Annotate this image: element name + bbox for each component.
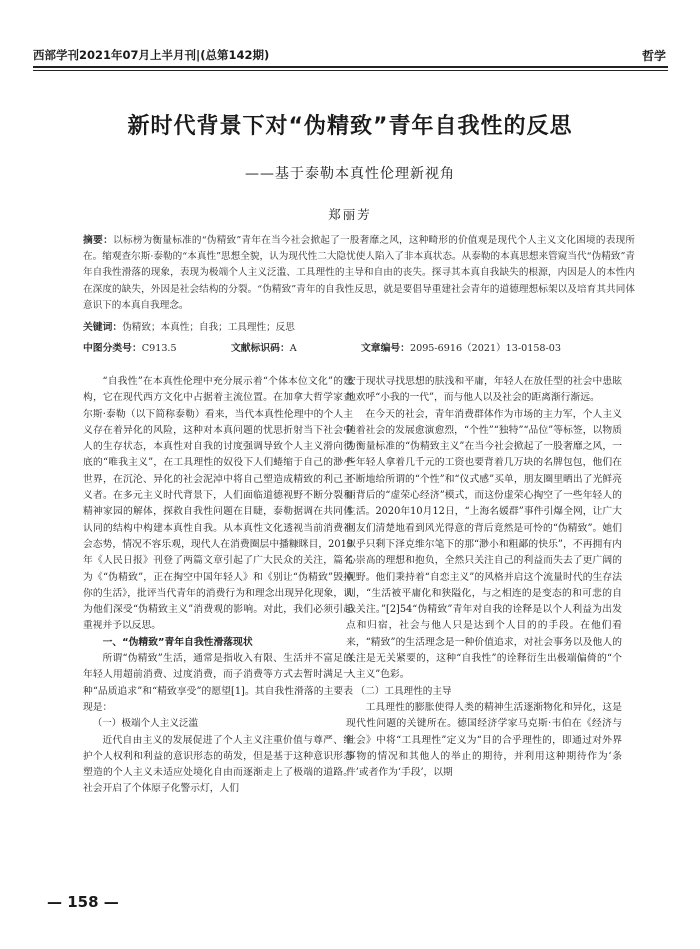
subsection-heading: （一）极端个人主义泛滥: [92, 718, 199, 730]
section-heading: 一、“伪精致”青年自我性滑落现状: [102, 636, 253, 648]
classification-line: [83, 341, 635, 357]
abstract-text: 以标榜为衡量标准的“伪精致”青年在当今社会掀起了一股奢靡之风，这种畸形的价值观是现代个人主义文化困境的表现所在。缩观查尔斯·泰勒的“本真性”思想全貌，认为现代性二大隐忧使人陷入了非本真状态。从泰勒的本真思想来管窥当代“伪精致”青年自我性滑落的现象，表现为极端个人主义泛滥、工具理性的主导和自由的丧失。探寻其本真自我缺失的根源，内因是人的本性内在深度的缺失，外因是社会结构的分裂。“伪精致”青年的自我性反思，就是要倡导重建社会青年的道德理想标架以及培育其共同体意识下的本真自我理念。: [83, 235, 635, 311]
paragraph: 近代自由主义的发展促进了个人主义注重价值与尊严、维护个人权利和利益的意识形态的萌发，但是基于这种意识形态塑造的个人主义未适应处境化自由而逐渐走上了极端的道路。社会开启了个体原子化警示灯，人们: [83, 734, 353, 795]
header-rule-thin: [33, 70, 668, 71]
page-number: — 158 —: [47, 893, 119, 911]
body-column-right: [346, 374, 622, 781]
keywords-text: 伪精致；本真性；自我；工具理性；反思: [122, 322, 295, 333]
header-rule-thick: [33, 66, 668, 68]
clc-code: 中图分类号：C913.5: [83, 343, 177, 354]
article-subtitle: ——基于泰勒本真性伦理新视角: [245, 166, 455, 182]
section-label: 哲学: [641, 49, 666, 63]
running-header: [33, 44, 668, 66]
keywords: [83, 320, 635, 336]
body-column-left: [83, 374, 353, 798]
abstract: [83, 233, 635, 314]
paragraph: 安于现状寻找思想的肤浅和平庸，年轻人在放任型的社会中患眩地欢呼“小我的一代”，而与他人以及社会的距离渐行渐远。: [346, 376, 622, 404]
article-title: 新时代背景下对“伪精致”青年自我性的反思: [127, 114, 573, 139]
author-name: 郑丽芳: [328, 207, 372, 222]
paragraph: “自我性”在本真性伦理中充分展示着“个体本位文化”的建构，它在现代西方文化中占据着主流位置。在加拿大哲学家查尔斯·泰勒（以下简称泰勒）看来，当代本真性伦理中的个人主义存在着异化的风险，这种对本真问题的忧思折射当下社会中人的生存状态，本真性对自我的讨度强调导致个人主义滑向彻底的“唯我主义”，在工具理性的奴役下人们蜷缩于自己的渺小世界，在沉沦、异化的社会泥淖中将自己塑造成精致的利己主义者。在多元主义时代背景下，人们面临道德视野不断分裂和精神家园的解体，探救自我性问题在目睫，泰勒据调在共同体认同的结构中构建本真性自我。从本真性文化透视当前消费社会态势，情况不容乐观，现代人在消费圈层中播糠眯目，2019年《人民日报》刊登了两篇文章引起了广大民众的关注，篇名为《“伪精致”，正在掏空中国年轻人》和《别让“伪精致”毁掉你的生活》，批评当代青年的消费行为和理念出现异化现象，认为他们深受“伪精致主义”消费观的影响。对此，我们必须引起重视并予以反思。: [83, 376, 353, 632]
subsection-heading: （二）工具理性的主导: [355, 685, 452, 697]
abstract-label: 摘要：: [83, 235, 114, 246]
keywords-label: 关键词：: [83, 322, 123, 333]
article-number: 文章编号：2095-6916（2021）13-0158-03: [361, 343, 561, 354]
paragraph: 工具理性的膨胀使得人类的精神生活逐渐物化和异化，这是现代性问题的关键所在。德国经济学家马克斯·韦伯在《经济与社会》中将“工具理性”定义为“目的合乎理性的，即通过对外界事物的情况和其他人的举止的期待，并利用这种期待作为‘条件’或者作为‘手段’，以期: [346, 701, 622, 779]
document-code: 文献标识码：A: [231, 343, 297, 354]
journal-issue-line: 西部学刊2021年07月上半月刊|(总第142期): [33, 48, 270, 62]
paragraph: 在今天的社会，青年消费群体作为市场的主力军，个人主义随着社会的发展愈演愈烈，“个性”“独特”“品位”等标签，以物质为衡量标准的“伪精致主义”在当今社会掀起了一股奢靡之风，一些年轻人拿着几千元的工资也要背着几万块的名牌包包，他们在不断地给所谓的“个性”和“仪式感”买单，朋友圈里晒出了光鲜亮丽背后的“虚荣心经济”模式，而这份虚荣心掏空了一些年轻人的生活。2020年10月12日，“上海名媛群”事件引爆全网，让广大网友们清楚地看到风光得意的背后竟然是可怜的“伪精致”。她们似乎只剩下泽克维尔笔下的那“渺小和粗鄙的快乐”，不再拥有内心崇高的理想和抱负，全然只关注自己的利益而失去了更广阔的视野。他们秉持着“自恋主义”的风格并启这个流量时代的生存法则，“生活被平庸化和狭隘化，与之相连的是变态的和可悲的自我关注。”[2]54“伪精致”青年对自我的诠释是以个人利益为出发点和归宿，社会与他人只是达到个人目的的手段。在他们看来，“精致”的生活理念是一种价值追求，对社会事务以及他人的关注是无关紧要的，这种“自我性”的诠释衍生出极端偏倚的“个人主义”色彩。: [346, 408, 622, 681]
paragraph: 所谓“伪精致”生活，通常是指收入有限、生活并不富足的年轻人用超前消费、过度消费，而子消费等方式去暂时满足一种“品质追求”和“精致享受”的愿望[1]。其自我性滑落的主要表现是：: [83, 653, 353, 713]
